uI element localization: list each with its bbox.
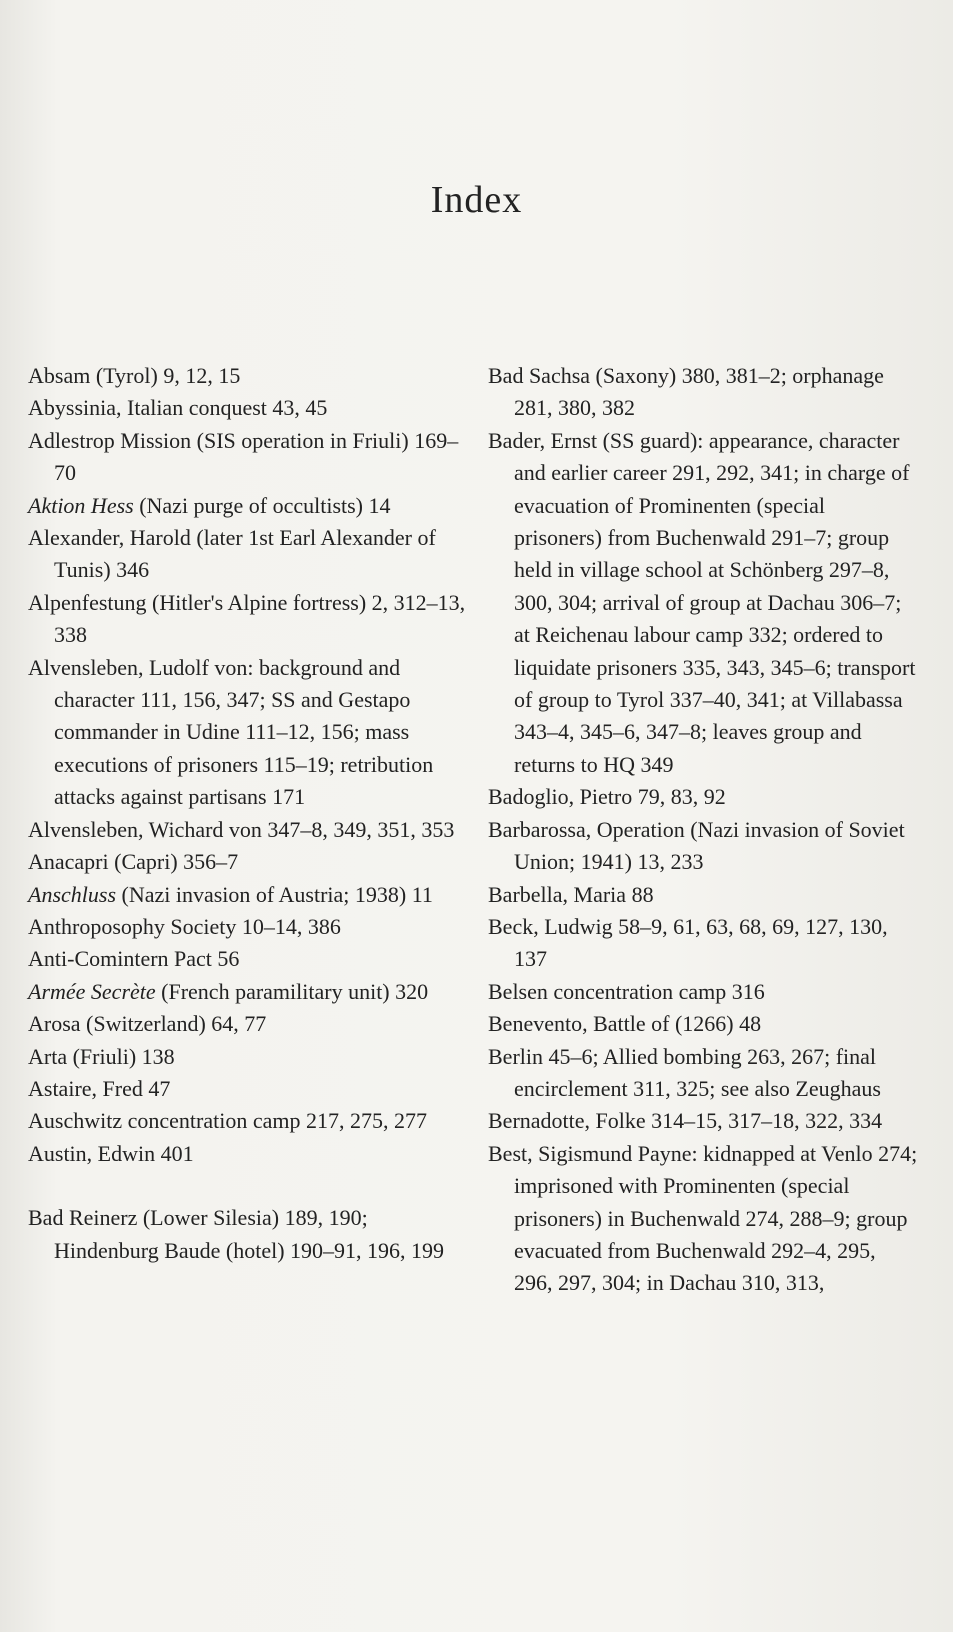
index-term: Absam (Tyrol)	[28, 363, 158, 388]
index-column-left	[28, 360, 468, 1267]
index-entry	[488, 879, 918, 911]
index-entry	[28, 943, 468, 975]
index-references: 88	[626, 881, 654, 907]
index-entry	[488, 781, 918, 813]
index-references: kidnapped at Venlo 274; imprisoned with Prominenten (special prisoners) in Buchenwald 274, 288–9; group evacuated from Buchenwald 292–4, 295, 296, 297, 304; in Dachau 310, 313,	[514, 1140, 918, 1296]
index-term: Anschluss	[28, 881, 116, 907]
index-references: (Nazi invasion of Austria; 1938) 11	[116, 881, 433, 907]
index-term: Alvensleben, Wichard von	[28, 816, 262, 842]
page-title: Index	[430, 179, 523, 221]
index-entry	[488, 1008, 918, 1040]
index-term: Arta (Friuli)	[28, 1043, 137, 1069]
index-term: Bernadotte, Folke	[488, 1108, 646, 1134]
index-term: Belsen concentration camp	[488, 978, 727, 1004]
index-term: Barbella, Maria	[488, 881, 627, 907]
index-term: Best, Sigismund Payne:	[488, 1140, 698, 1166]
index-entry	[28, 1073, 468, 1105]
index-entry	[28, 1202, 468, 1267]
index-references: 9, 12, 15	[157, 363, 241, 388]
index-references: 58–9, 61, 63, 68, 69, 127, 130, 137	[514, 913, 888, 972]
index-references: 10–14, 386	[236, 913, 341, 939]
index-term: Alpenfestung	[28, 589, 147, 615]
index-references: background and character 111, 156, 347; SS and Gestapo commander in Udine 111–12, 156; mass executions of prisoners 115–19; retribution attacks against partisans 171	[54, 654, 434, 810]
index-references: 79, 83, 92	[632, 784, 726, 810]
index-entry	[28, 1138, 468, 1170]
index-references: 43, 45	[266, 395, 328, 421]
index-references: 47	[142, 1075, 171, 1101]
index-entry	[488, 911, 918, 976]
index-entry	[488, 814, 918, 879]
index-references: 356–7	[177, 849, 239, 875]
index-entry	[28, 360, 468, 392]
index-entry	[28, 425, 468, 490]
index-term: Beck, Ludwig	[488, 913, 613, 939]
index-entry	[28, 814, 468, 846]
index-references: 347–8, 349, 351, 353	[261, 816, 455, 842]
index-term: Alexander, Harold	[28, 525, 191, 551]
index-entry	[28, 652, 468, 814]
index-column-right	[488, 360, 918, 1300]
index-entry	[488, 1041, 918, 1106]
index-entry	[28, 587, 468, 652]
index-term: Berlin	[488, 1043, 543, 1069]
index-entry	[28, 976, 468, 1008]
index-references: 45–6; Allied bombing 263, 267; final encirclement 311, 325; see also Zeughaus	[514, 1043, 881, 1101]
index-entry	[488, 976, 918, 1008]
index-entry	[488, 425, 918, 781]
index-term: Austin, Edwin	[28, 1140, 156, 1166]
index-references: 64, 77	[205, 1011, 267, 1037]
index-entry	[28, 911, 468, 943]
index-references: 380, 381–2; orphanage 281, 380, 382	[514, 363, 884, 421]
index-references: 401	[155, 1140, 194, 1166]
index-entry	[28, 522, 468, 587]
index-term: Astaire, Fred	[28, 1075, 143, 1101]
index-term: Abyssinia, Italian conquest	[28, 395, 267, 421]
index-references: (Nazi purge of occultists) 14	[133, 492, 391, 518]
index-entry	[488, 360, 918, 425]
index-term: Armée Secrète	[28, 978, 156, 1004]
index-references: 189, 190; Hindenburg Baude (hotel) 190–91, 196, 199	[54, 1205, 445, 1263]
index-term: Adlestrop Mission (SIS operation in Friuli)	[28, 427, 409, 453]
index-references: 56	[211, 946, 240, 972]
index-references: (SS guard): appearance, character and earlier career 291, 292, 341; in charge of evacuation of Prominenten (special prisoners) from Buchenwald 291–7; group held in village school at Schönberg 297–8, 300, 304; arrival of group at Dachau 306–7; at Reichenau labour camp 332; ordered to liquidate prisoners 335, 343, 345–6; transport of group to Tyrol 337–40, 341; at Villabassa 343–4, 345–6, 347–8; leaves group and returns to HQ 349	[514, 427, 916, 777]
index-term: Anacapri (Capri)	[28, 849, 178, 875]
index-references: 316	[726, 978, 765, 1004]
index-entry	[488, 1105, 918, 1137]
index-entry	[28, 392, 468, 424]
index-references: (later 1st Earl Alexander of Tunis) 346	[54, 525, 436, 583]
index-term: Bader, Ernst	[488, 427, 598, 453]
index-entry	[28, 1105, 468, 1137]
index-entry	[28, 1008, 468, 1040]
index-term: Auschwitz concentration camp	[28, 1108, 301, 1134]
index-references: (1266) 48	[669, 1011, 762, 1037]
index-term: Anthroposophy Society	[28, 913, 237, 939]
index-term: Bad Reinerz (Lower Silesia)	[28, 1205, 280, 1231]
index-entry	[28, 1041, 468, 1073]
index-entry	[28, 490, 468, 522]
index-entry	[28, 846, 468, 878]
index-term: Arosa (Switzerland)	[28, 1011, 206, 1037]
index-term: Bad Sachsa (Saxony)	[488, 363, 677, 388]
index-references: (Nazi invasion of Soviet Union; 1941) 13, 233	[514, 816, 905, 875]
index-term: Badoglio, Pietro	[488, 784, 633, 810]
index-term: Aktion Hess	[28, 492, 134, 518]
index-references: 217, 275, 277	[300, 1108, 427, 1134]
index-references: 138	[136, 1043, 175, 1069]
index-entry	[488, 1138, 918, 1300]
index-references: 169–70	[54, 427, 459, 486]
index-term: Barbarossa, Operation	[488, 816, 685, 842]
index-term: Benevento, Battle of	[488, 1011, 670, 1037]
index-references: (French paramilitary unit) 320	[155, 978, 429, 1004]
index-entry	[28, 879, 468, 911]
index-term: Anti-Comintern Pact	[28, 946, 212, 972]
index-term: Alvensleben, Ludolf von:	[28, 654, 254, 680]
index-references: (Hitler's Alpine fortress) 2, 312–13, 338	[54, 589, 466, 648]
index-references: 314–15, 317–18, 322, 334	[645, 1108, 883, 1134]
